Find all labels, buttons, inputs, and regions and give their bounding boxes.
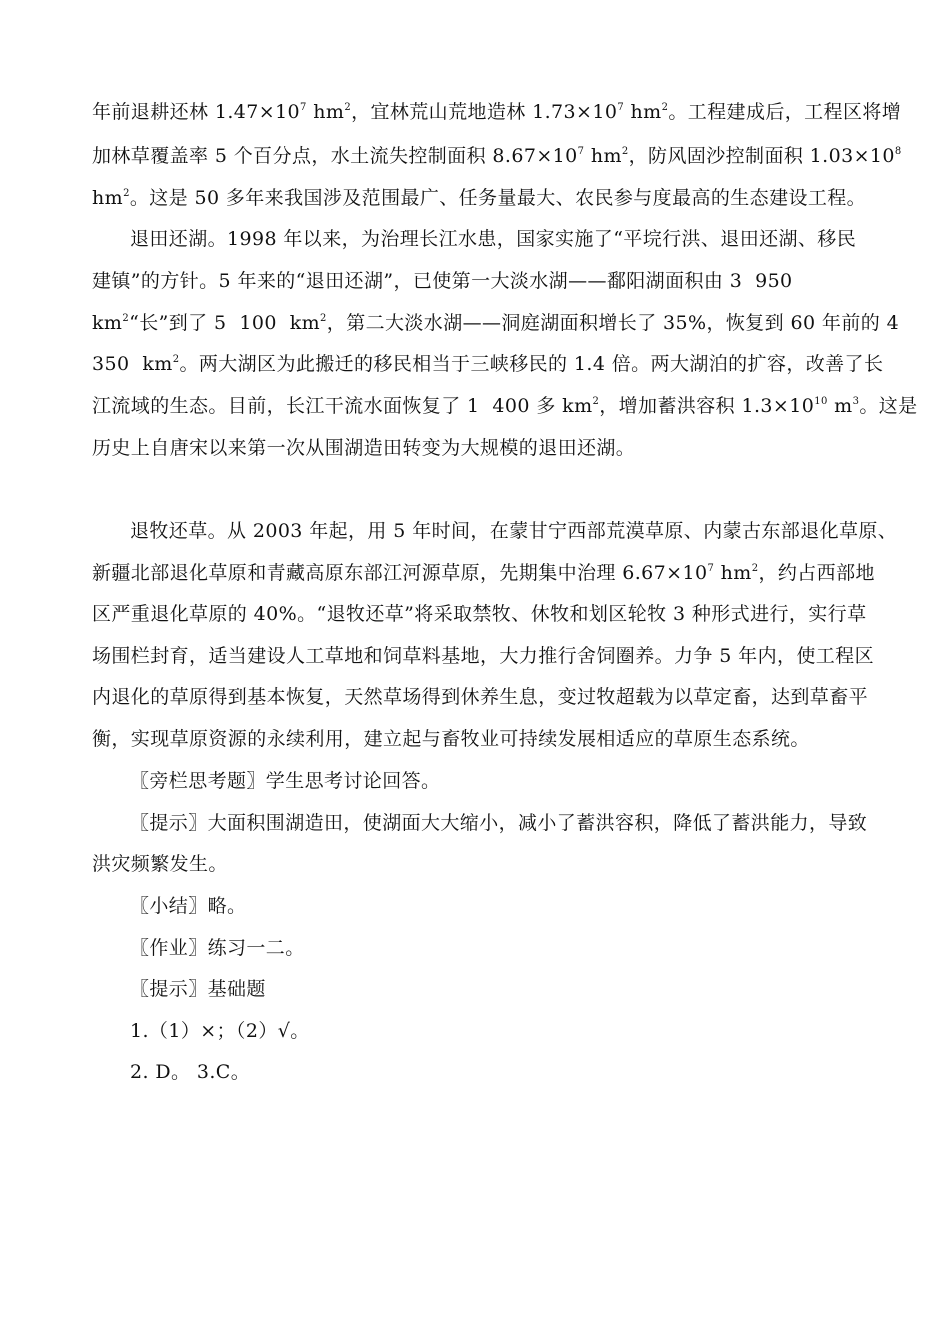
- answer-line: 1.（1）×；（2）√。: [130, 1020, 310, 1042]
- text-line: $km^2“$长”到了 5 100 $km^2$，第二大淡水湖——洞庭湖面积增长了 35%，恢复到 60 年前的 4: [92, 312, 900, 334]
- text-line: 年前退耕还林 $1.47\times 10^7$ $hm^2$，宜林荒山荒地造林 $1.73\times 10^7$ $hm^2$。工程建成后，工程区将增: [92, 101, 902, 123]
- homework-line: 〖作业〗练习一二。: [130, 937, 305, 959]
- text-line: 洪灾频繁发生。: [92, 853, 228, 875]
- text-line: 建镇”的方针。5 年来的“退田还湖”，已使第一大淡水湖——鄱阳湖面积由 3 950: [92, 270, 793, 292]
- text-line: 区严重退化草原的 40%。“退牧还草”将采取禁牧、休牧和划区轮牧 3 种形式进行，实行草: [92, 603, 867, 625]
- text-line: 新疆北部退化草原和青藏高原东部江河源草原，先期集中治理 $6.67\times 10^7$ $hm^2$，约占西部地: [92, 562, 875, 584]
- hint-line: 〖提示〗基础题: [130, 978, 266, 1000]
- paragraph-start-line: 退田还湖。1998 年以来，为治理长江水患，国家实施了“平垸行洪、退田还湖、移民: [130, 228, 857, 250]
- answer-line: 2. D。 3.C。: [130, 1061, 251, 1083]
- summary-line: 〖小结〗略。: [130, 895, 247, 917]
- text-line: $hm^2$。这是 50 多年来我国涉及范围最广、任务量最大、农民参与度最高的生态建设工程。: [92, 187, 867, 209]
- text-line: 衡，实现草原资源的永续利用，建立起与畜牧业可持续发展相适应的草原生态系统。: [92, 728, 810, 750]
- text-line: 场围栏封育，适当建设人工草地和饲草料基地，大力推行舍饲圈养。力争 5 年内，使工程区: [92, 645, 874, 667]
- paragraph-start-line: 退牧还草。从 2003 年起，用 5 年时间，在蒙甘宁西部荒漠草原、内蒙古东部退化草原、: [130, 520, 898, 542]
- sidebar-question-line: 〖旁栏思考题〗学生思考讨论回答。: [130, 770, 441, 792]
- text-line: 历史上自唐宋以来第一次从围湖造田转变为大规模的退田还湖。: [92, 437, 636, 459]
- text-line: 350 $km^2$。两大湖区为此搬迁的移民相当于三峡移民的 1.4 倍。两大湖泊的扩容，改善了长: [92, 353, 884, 375]
- text-line: 江流域的生态。目前，长江干流水面恢复了 1 400 多 $km^2$，增加蓄洪容积 $1.3\times 10^{10}$ $m^3$。这是: [92, 395, 918, 417]
- hint-line: 〖提示〗大面积围湖造田，使湖面大大缩小，减小了蓄洪容积，降低了蓄洪能力，导致: [130, 812, 868, 834]
- text-line: 加林草覆盖率 5 个百分点，水土流失控制面积 $8.67\times 10^7$ $hm^2$，防风固沙控制面积 $1.03\times 10^8$: [92, 145, 902, 167]
- text-line: 内退化的草原得到基本恢复，天然草场得到休养生息，变过牧超载为以草定畜，达到草畜平: [92, 686, 869, 708]
